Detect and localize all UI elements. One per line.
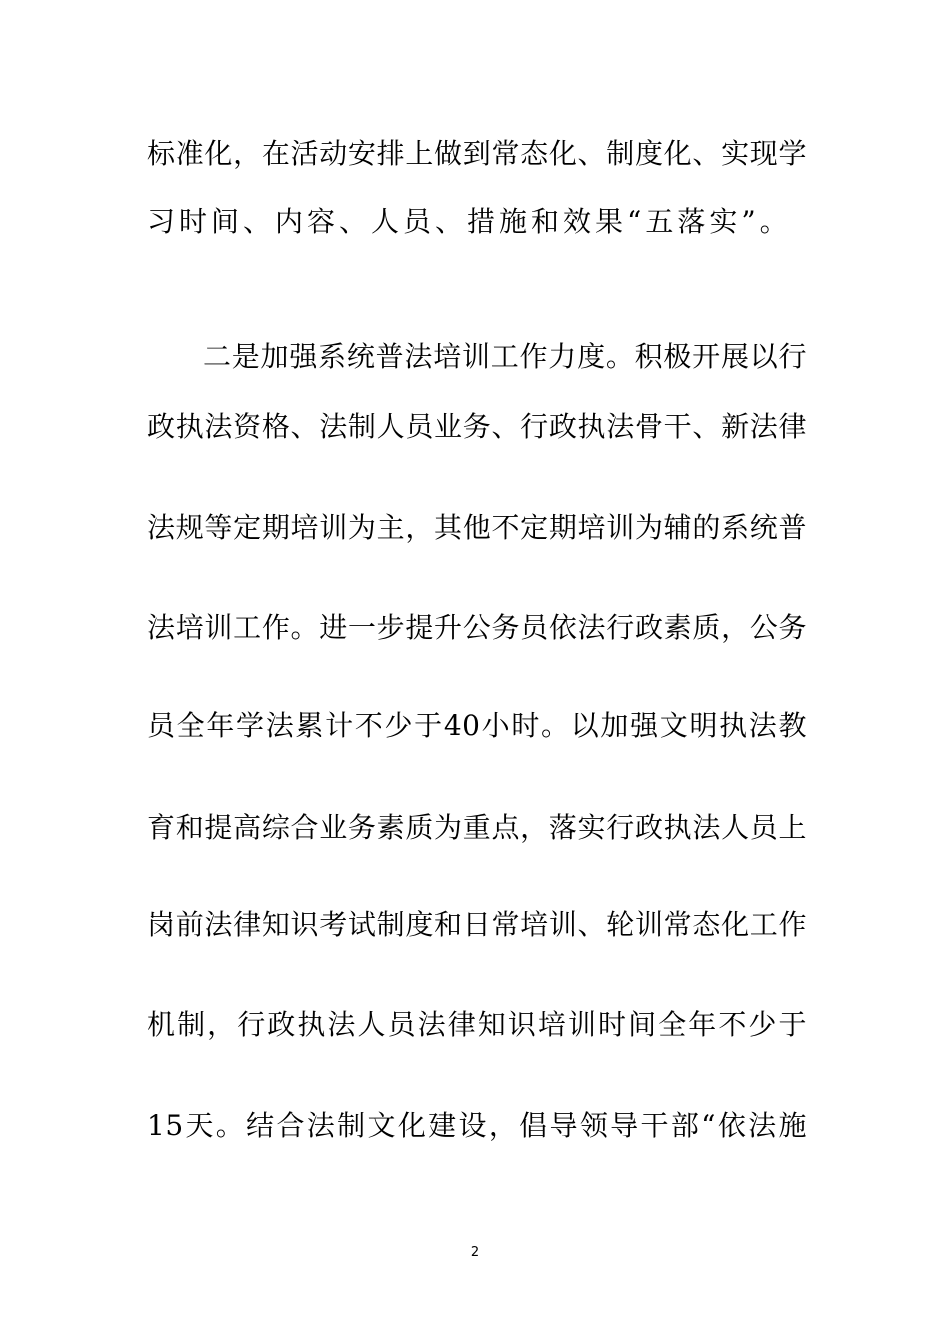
text-line: 标准化，在活动安排上做到常态化、制度化、实现学: [147, 137, 807, 170]
text-line: 习时间、内容、人员、措施和效果“五落实”。: [147, 205, 792, 238]
text-line: 法培训工作。进一步提升公务员依法行政素质，公务: [147, 611, 807, 644]
text-line: 政执法资格、法制人员业务、行政执法骨干、新法律: [147, 410, 807, 443]
text-line-paragraph-start: 二是加强系统普法培训工作力度。积极开展以行: [203, 340, 807, 373]
text-line: 15天。结合法制文化建设，倡导领导干部“依法施: [147, 1109, 807, 1142]
text-line: 员全年学法累计不少于40小时。以加强文明执法教: [147, 709, 807, 742]
text-line: 岗前法律知识考试制度和日常培训、轮训常态化工作: [147, 908, 807, 941]
page-number: 2: [470, 1245, 480, 1260]
text-line: 育和提高综合业务素质为重点，落实行政执法人员上: [147, 811, 807, 844]
text-line: 法规等定期培训为主，其他不定期培训为辅的系统普: [147, 511, 807, 544]
text-line: 机制，行政执法人员法律知识培训时间全年不少于: [147, 1008, 807, 1041]
